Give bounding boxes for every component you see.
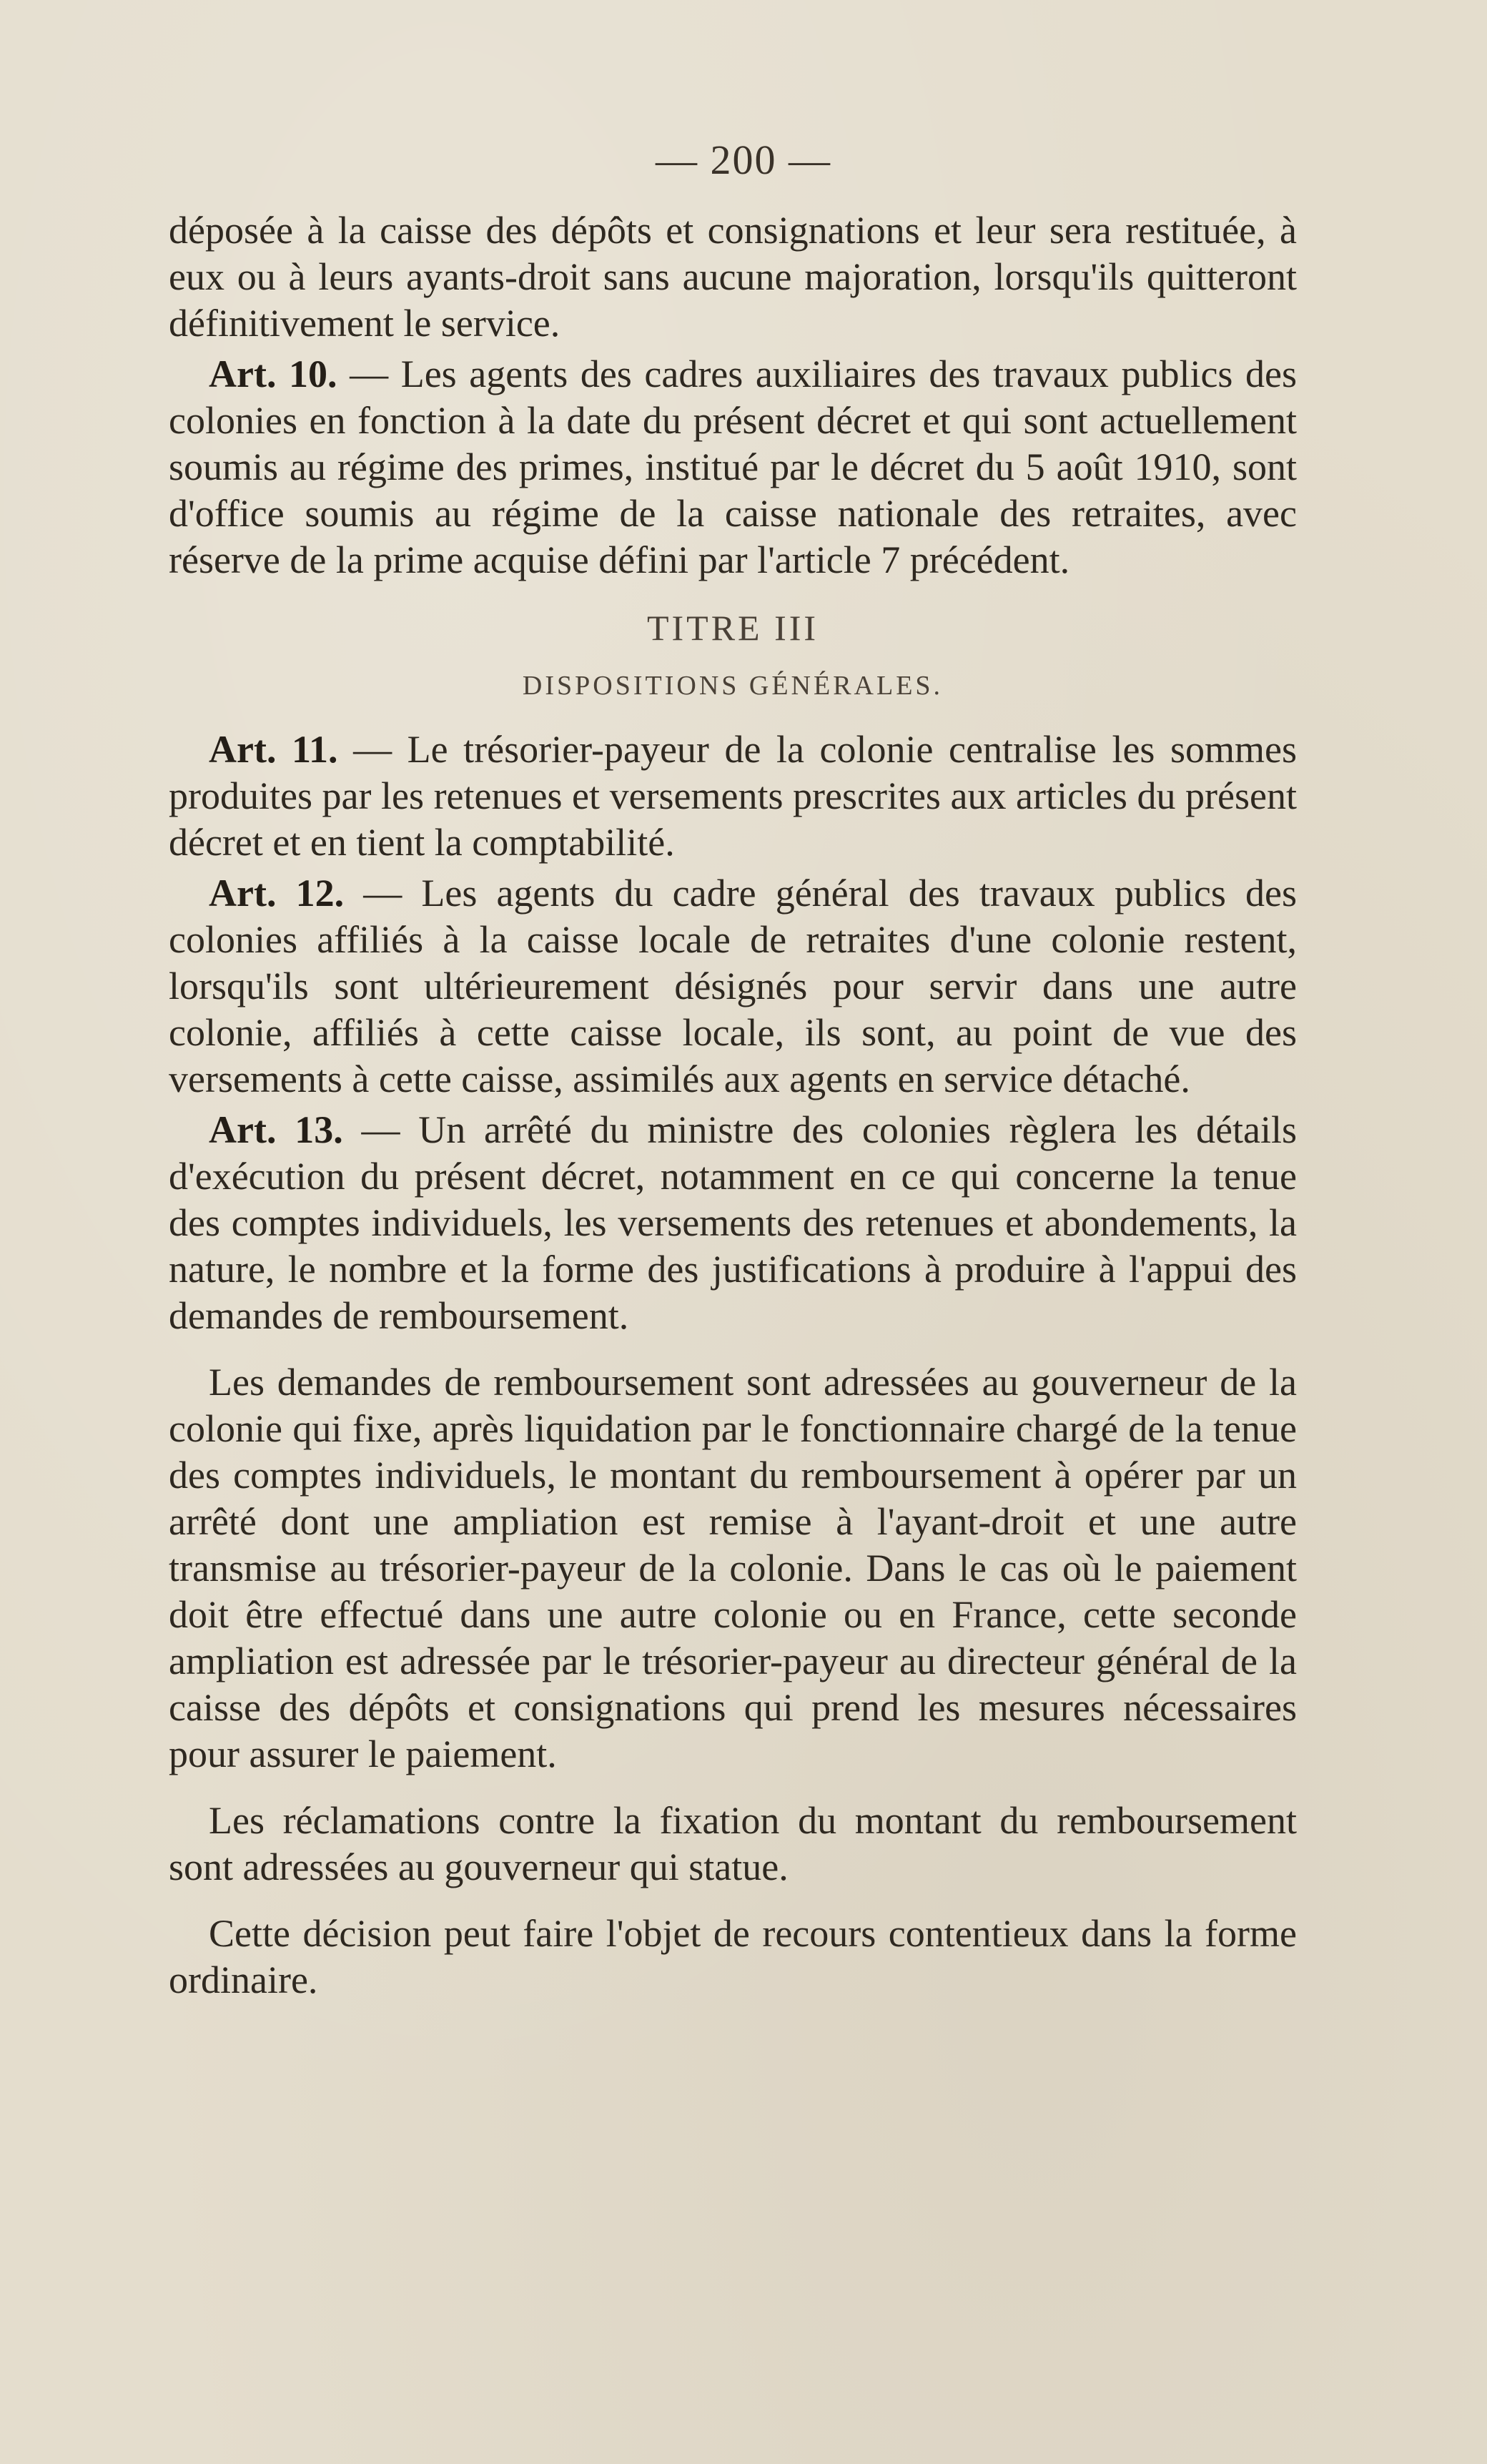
article-label: Art. 12. [209,872,345,915]
article-13 [169,1107,1297,1339]
closing-paragraph: Les demandes de remboursement sont adressées au gouverneur de la colonie qui fixe, après liquidation par le fonctionnaire chargé de la tenue des comptes individuels, le montant du remboursement à opérer par un arrêté dont une ampliation est remise à l'ayant-droit et une autre transmise au trésorier-payeur de la colonie. Dans le cas où le paiement doit être effectué dans une autre colonie ou en France, cette seconde ampliation est adressée par le trésorier-payeur au directeur général de la caisse des dépôts et consignations qui prend les mesures nécessaires pour assurer le paiement. [169,1361,1297,1775]
paragraph-continuation: déposée à la caisse des dépôts et consignations et leur sera restituée, à eux ou à leurs ayants-droit sans aucune majoration, lorsqu'ils quitteront définitivement le service. [169,209,1297,345]
article-label: Art. 13. [209,1108,343,1151]
article-label: Art. 11. [209,728,338,771]
body-text [169,207,1297,2004]
section-subtitle: DISPOSITIONS GÉNÉRALES. [522,671,944,701]
article-10 [169,351,1297,583]
article-label: Art. 10. [209,353,337,395]
section-title: TITRE III [646,608,819,648]
closing-paragraph: Cette décision peut faire l'objet de recours contentieux dans la forme ordinaire. [169,1912,1297,2001]
article-text: — Les agents du cadre général des travaux publics des colonies affiliés à la caisse locale de retraites d'une colonie restent, lorsqu'ils sont ultérieurement désignés pour servir dans une autre colonie, affiliés à cette caisse locale, ils sont, au point de vue des versements à cette caisse, assimilés aux agents en service détaché. [169,872,1297,1100]
article-text: — Le trésorier-payeur de la colonie centralise les sommes produites par les retenues et versements prescrites aux articles du présent décret et en tient la comptabilité. [169,728,1298,864]
article-11 [169,726,1297,866]
page-number: — 200 — [656,137,831,183]
article-text: — Un arrêté du ministre des colonies règlera les détails d'exécution du présent décret, notamment en ce qui concerne la tenue des comptes individuels, les versements des retenues et abondements, la nature, le nombre et la forme des justifications à produire à l'appui des demandes de remboursement. [169,1108,1297,1337]
closing-paragraph: Les réclamations contre la fixation du montant du remboursement sont adressées au gouverneur qui statue. [169,1799,1297,1888]
article-text: — Les agents des cadres auxiliaires des travaux publics des colonies en fonction à la date du présent décret et qui sont actuellement soumis au régime des primes, institué par le décret du 5 août 1910, sont d'office soumis au régime de la caisse nationale des retraites, avec réserve de la prime acquise défini par l'article 7 précédent. [169,353,1298,581]
article-12 [169,870,1297,1103]
